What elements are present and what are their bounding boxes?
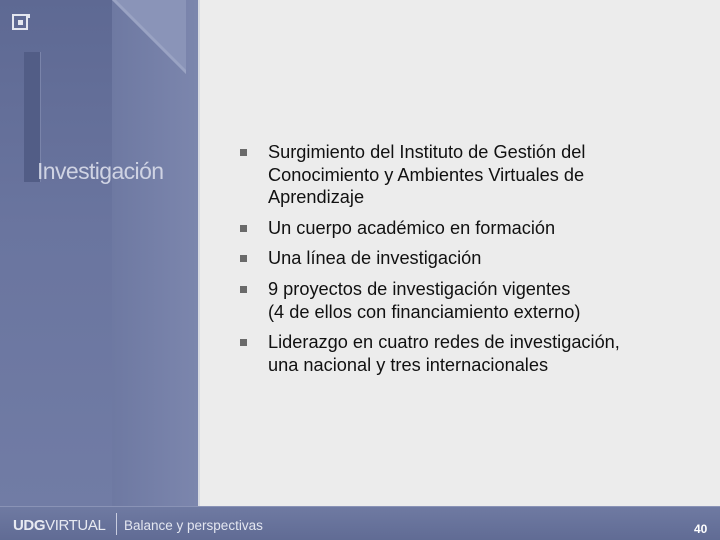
brand-logo-part1: UDG <box>13 517 46 534</box>
bullet-line: Aprendizaje <box>268 187 365 208</box>
bullet-item <box>240 278 710 323</box>
bullet-line: Surgimiento del Instituto de Gestión del <box>268 142 586 162</box>
square-bullet-icon <box>240 339 247 346</box>
bullet-line: una nacional y tres internacionales <box>268 354 549 375</box>
bullet-item <box>240 141 710 209</box>
bullet-line: (4 de ellos con financiamiento externo) <box>268 301 581 322</box>
bullet-line: 9 proyectos de investigación vigentes <box>268 278 571 299</box>
bullet-list <box>240 141 710 384</box>
footer-bar <box>0 506 720 540</box>
corner-fold <box>112 0 186 74</box>
brand-logo-part2: VIRTUAL <box>45 517 106 534</box>
bullet-line: Una línea de investigación <box>268 248 482 269</box>
square-bullet-icon <box>240 149 247 156</box>
brand-logo <box>13 517 105 534</box>
bullet-item <box>240 247 710 270</box>
bullet-line: Conocimiento y Ambientes Virtuales de <box>268 164 585 185</box>
square-logo-icon <box>12 14 34 34</box>
bullet-line: Un cuerpo académico en formación <box>268 217 556 238</box>
side-band <box>112 0 198 506</box>
square-bullet-icon <box>240 255 247 262</box>
square-bullet-icon <box>240 225 247 232</box>
bullet-line: Liderazgo en cuatro redes de investigación, <box>268 332 620 353</box>
section-title: Investigación <box>37 158 164 184</box>
footer-divider <box>116 513 117 535</box>
square-bullet-icon <box>240 286 247 293</box>
page-number: 40 <box>694 522 708 536</box>
footer-subtitle: Balance y perspectivas <box>124 518 263 533</box>
bullet-item <box>240 217 710 240</box>
bullet-item <box>240 331 710 376</box>
